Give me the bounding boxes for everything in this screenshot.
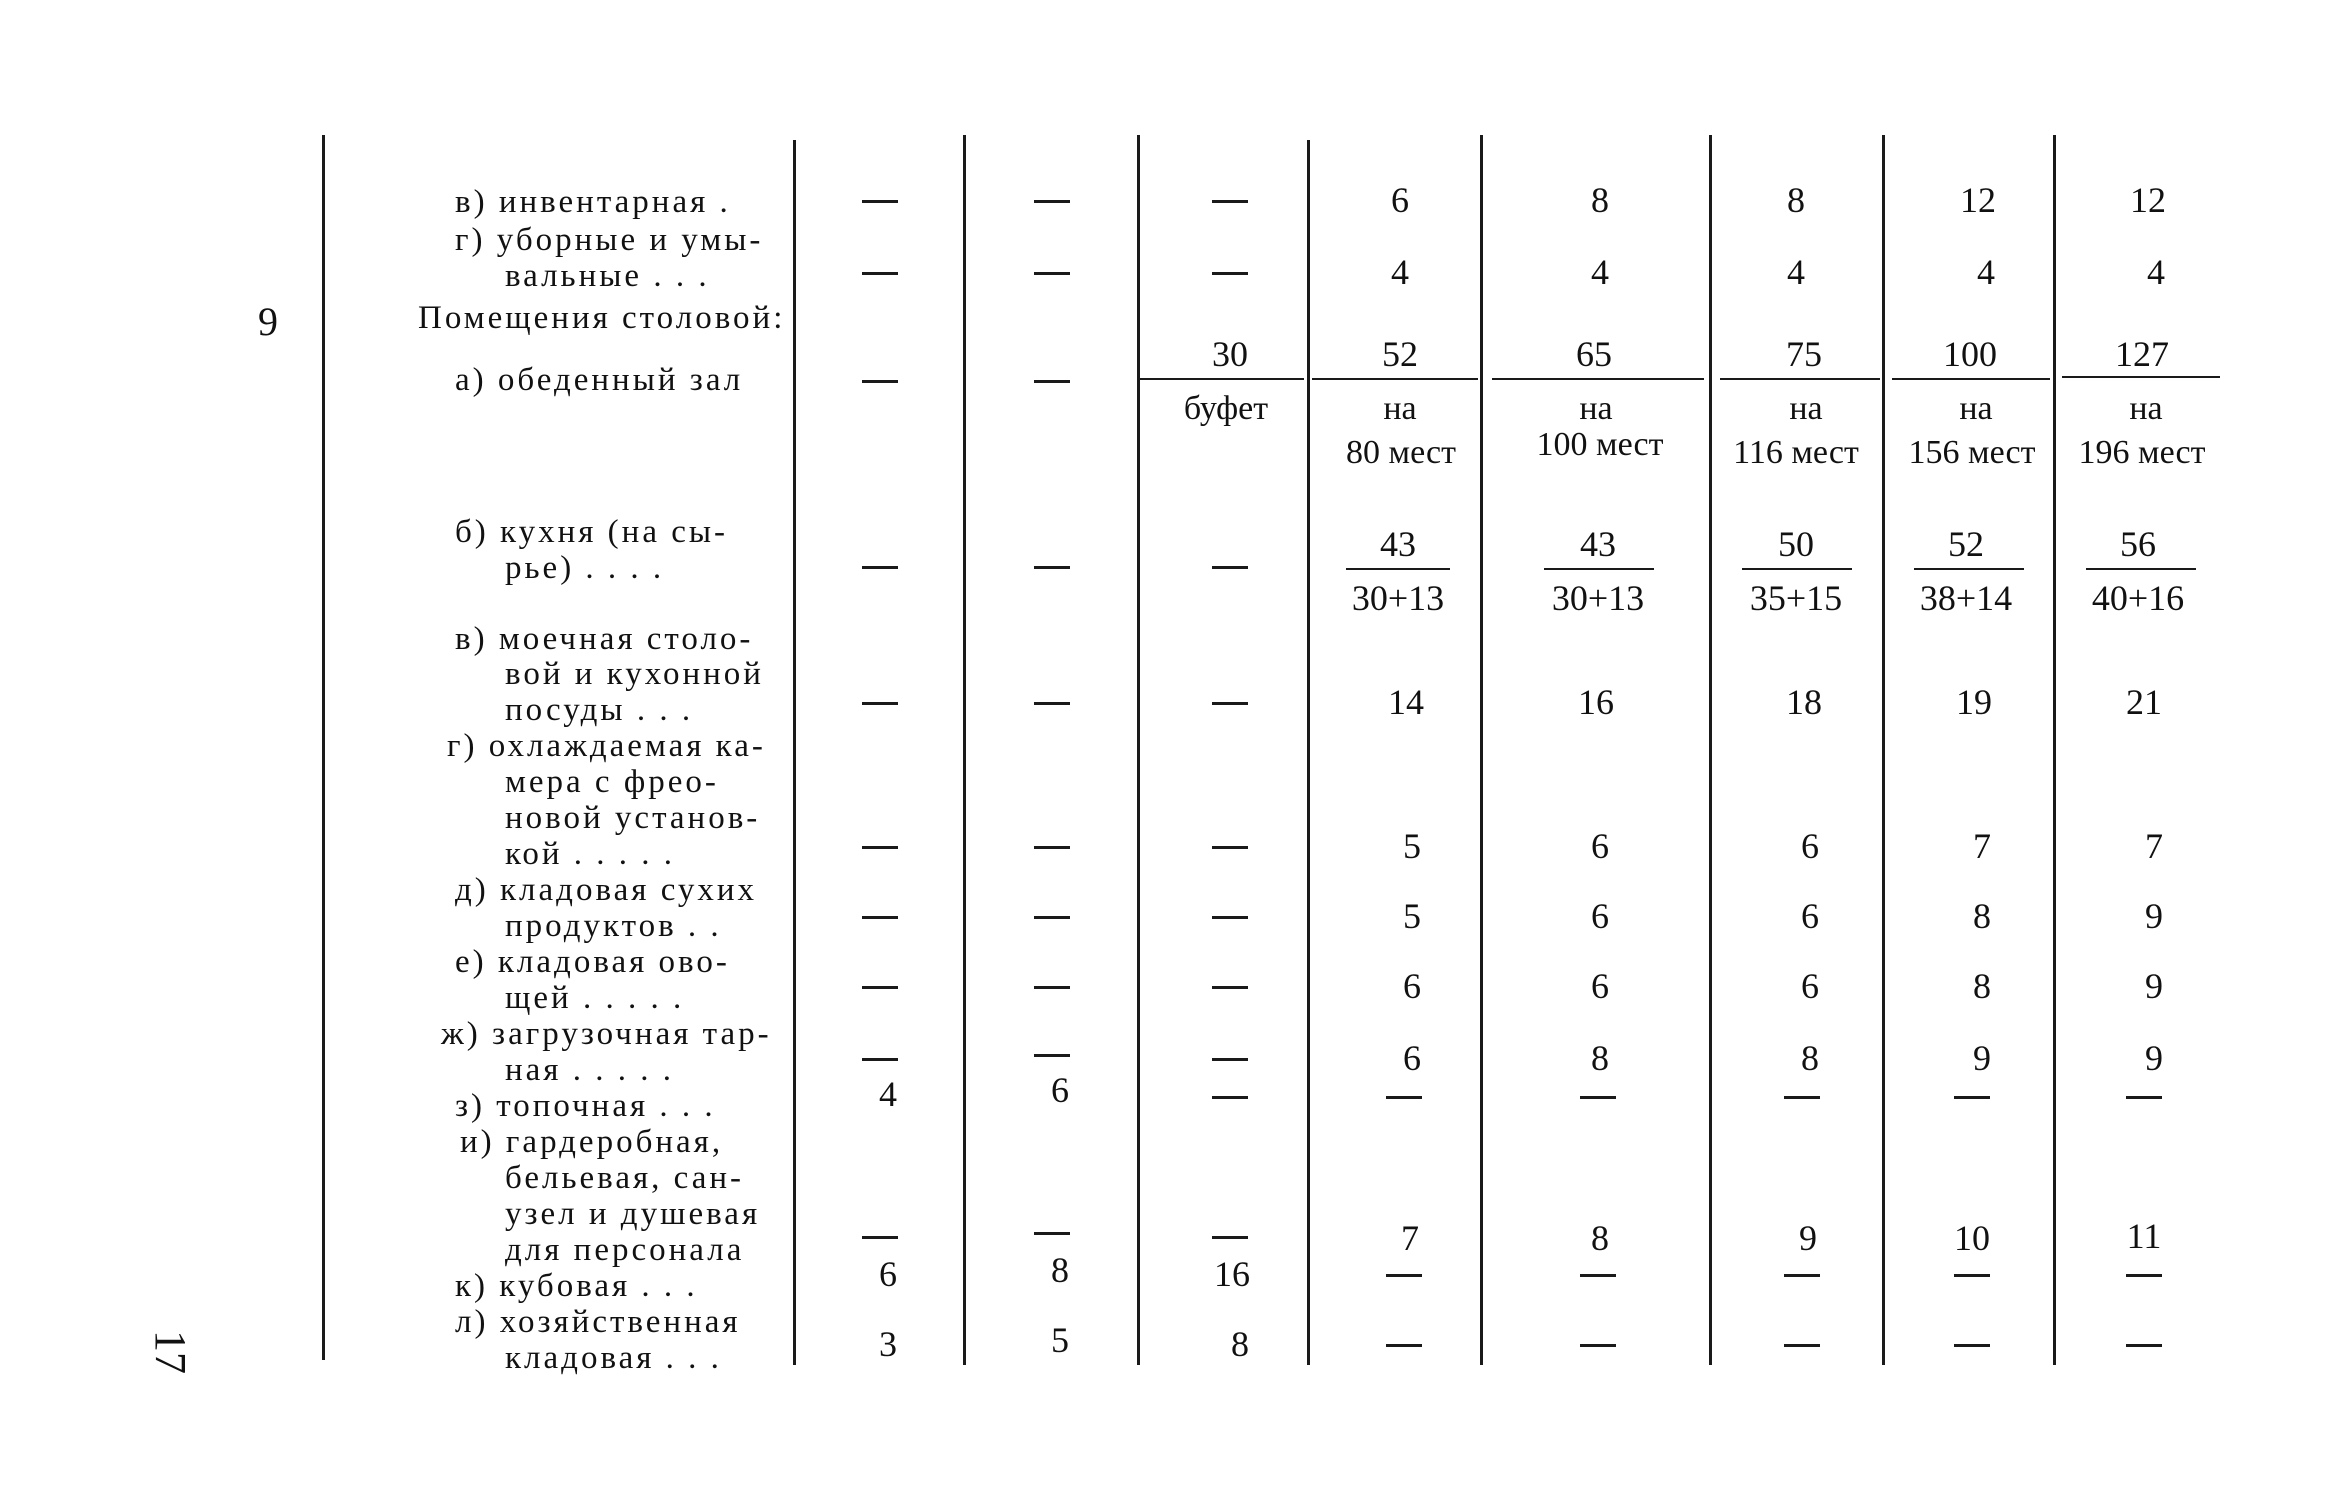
cell-value: 6	[1591, 826, 1609, 866]
cell-value: 11	[2126, 1216, 2162, 1256]
column-rule	[793, 140, 796, 1365]
cell-value: 6	[1591, 896, 1609, 936]
empty-cell-dash	[862, 846, 898, 849]
empty-cell-dash	[2126, 1096, 2162, 1099]
row-label: продуктов . .	[505, 908, 722, 944]
cell-value: 9	[2145, 1038, 2163, 1078]
row-label: посуды . . .	[505, 692, 694, 728]
empty-cell-dash	[1386, 1096, 1422, 1099]
empty-cell-dash	[1034, 986, 1070, 989]
column-rule	[963, 135, 966, 1365]
seat-label: на	[1789, 390, 1823, 427]
cell-value: 8	[1787, 180, 1805, 220]
empty-cell-dash	[1580, 1096, 1616, 1099]
empty-cell-dash	[1954, 1096, 1990, 1099]
row-label: вой и кухонной	[505, 656, 764, 692]
cell-value: 18	[1786, 682, 1822, 722]
cell-value: 6	[1591, 966, 1609, 1006]
empty-cell-dash	[862, 380, 898, 383]
empty-cell-dash	[1784, 1096, 1820, 1099]
cell-value: 8	[1591, 1038, 1609, 1078]
fraction-rule	[2086, 568, 2196, 570]
row-label: узел и душевая	[505, 1196, 761, 1232]
cell-value: 6	[1403, 1038, 1421, 1078]
seat-label: на	[2129, 390, 2163, 427]
empty-cell-dash	[1784, 1344, 1820, 1347]
fraction-rule	[1720, 378, 1880, 380]
cell-value: 56	[2120, 524, 2156, 564]
column-rule	[1480, 135, 1483, 1365]
cell-value: 5	[1403, 896, 1421, 936]
cell-value: 6	[1403, 966, 1421, 1006]
seat-label: 156 мест	[1908, 434, 2036, 471]
empty-cell-dash	[1212, 986, 1248, 989]
cell-value: 7	[1401, 1218, 1419, 1258]
empty-cell-dash	[862, 272, 898, 275]
cell-value: 12	[1960, 180, 1996, 220]
cell-value: 4	[1787, 252, 1805, 292]
empty-cell-dash	[1386, 1344, 1422, 1347]
cell-value: 8	[1591, 180, 1609, 220]
row-label: бельевая, сан-	[505, 1160, 744, 1196]
empty-cell-dash	[1034, 272, 1070, 275]
empty-cell-dash	[1212, 272, 1248, 275]
row-label: г) охлаждаемая ка-	[447, 728, 766, 764]
empty-cell-dash	[2126, 1274, 2162, 1277]
row-label: в) инвентарная .	[455, 184, 731, 220]
cell-value: 8	[1973, 896, 1991, 936]
fraction-rule	[2062, 376, 2220, 378]
empty-cell-dash	[1034, 916, 1070, 919]
seat-label: на	[1959, 390, 1993, 427]
fraction-rule	[1346, 568, 1450, 570]
column-rule	[1709, 135, 1712, 1365]
empty-cell-dash	[862, 916, 898, 919]
cell-value: 7	[1973, 826, 1991, 866]
fraction-rule	[1544, 568, 1654, 570]
cell-denominator: 35+15	[1749, 578, 1843, 618]
empty-cell-dash	[1034, 566, 1070, 569]
cell-denominator: 38+14	[1919, 578, 2013, 618]
row-label: е) кладовая ово-	[455, 944, 730, 980]
column-rule	[1882, 135, 1885, 1365]
cell-value: 21	[2126, 682, 2162, 722]
row-label: д) кладовая сухих	[455, 872, 758, 908]
empty-cell-dash	[862, 200, 898, 203]
cell-denominator: 30+13	[1351, 578, 1445, 618]
cell-value: 9	[2145, 966, 2163, 1006]
fraction-rule	[1140, 378, 1304, 380]
cell-denominator: 30+13	[1551, 578, 1645, 618]
seat-label: 196 мест	[2078, 434, 2206, 471]
row-label: к) кубовая . . .	[455, 1268, 698, 1304]
column-rule	[1137, 135, 1140, 1365]
empty-cell-dash	[1212, 1096, 1248, 1099]
empty-cell-dash	[1580, 1344, 1616, 1347]
buffet-label: буфет	[1183, 390, 1269, 427]
empty-cell-dash	[1034, 702, 1070, 705]
row-label: л) хозяйственная	[455, 1304, 741, 1340]
row-label: рье) . . . .	[505, 550, 665, 586]
row-label: кой . . . . .	[505, 836, 676, 872]
cell-value: 4	[2147, 252, 2165, 292]
cell-value: 16	[1214, 1254, 1250, 1294]
cell-value: 4	[1591, 252, 1609, 292]
cell-value: 6	[1801, 896, 1819, 936]
cell-value: 52	[1382, 334, 1418, 374]
cell-value: 12	[2130, 180, 2166, 220]
cell-value: 16	[1578, 682, 1614, 722]
seat-label: 100 мест	[1536, 426, 1664, 463]
empty-cell-dash	[1212, 916, 1248, 919]
empty-cell-dash	[1212, 702, 1248, 705]
row-label: и) гардеробная,	[460, 1124, 724, 1160]
row-label: новой установ-	[505, 800, 761, 836]
cell-value: 75	[1786, 334, 1822, 374]
empty-cell-dash	[1034, 200, 1070, 203]
row-label: вальные . . .	[505, 258, 710, 294]
fraction-rule	[1492, 378, 1704, 380]
row-label: ная . . . . .	[505, 1052, 674, 1088]
cell-value: 100	[1943, 334, 1997, 374]
empty-cell-dash	[1034, 1054, 1070, 1057]
cell-value: 9	[2145, 896, 2163, 936]
section-title: Помещения столовой:	[418, 300, 786, 336]
cell-value: 19	[1956, 682, 1992, 722]
empty-cell-dash	[1034, 846, 1070, 849]
row-label: б) кухня (на сы-	[455, 514, 729, 550]
row-label: г) уборные и умы-	[455, 222, 764, 258]
cell-value: 6	[1801, 826, 1819, 866]
empty-cell-dash	[1386, 1274, 1422, 1277]
empty-cell-dash	[1212, 200, 1248, 203]
cell-value: 8	[1591, 1218, 1609, 1258]
row-label: кладовая . . .	[505, 1340, 722, 1376]
cell-value: 8	[1973, 966, 1991, 1006]
cell-value: 10	[1954, 1218, 1990, 1258]
empty-cell-dash	[862, 566, 898, 569]
empty-cell-dash	[862, 702, 898, 705]
cell-value: 50	[1778, 524, 1814, 564]
cell-value: 8	[1231, 1324, 1249, 1364]
column-rule	[1307, 140, 1310, 1365]
cell-value: 14	[1388, 682, 1424, 722]
cell-value: 4	[879, 1074, 897, 1114]
table-border-left	[322, 135, 325, 1360]
cell-value: 7	[2145, 826, 2163, 866]
empty-cell-dash	[1212, 1236, 1248, 1239]
empty-cell-dash	[1212, 846, 1248, 849]
column-rule	[2053, 135, 2056, 1365]
cell-value: 9	[1973, 1038, 1991, 1078]
cell-value: 8	[1051, 1250, 1069, 1290]
seat-label: 80 мест	[1346, 434, 1456, 471]
cell-value: 8	[1801, 1038, 1819, 1078]
empty-cell-dash	[1212, 566, 1248, 569]
cell-value: 3	[879, 1324, 897, 1364]
cell-value: 6	[1801, 966, 1819, 1006]
row-label: ж) загрузочная тар-	[441, 1016, 772, 1052]
empty-cell-dash	[862, 1236, 898, 1239]
cell-value: 4	[1391, 252, 1409, 292]
row-label: щей . . . . .	[505, 980, 685, 1016]
cell-value: 6	[1391, 180, 1409, 220]
empty-cell-dash	[862, 1058, 898, 1061]
empty-cell-dash	[862, 986, 898, 989]
page-number: 17	[146, 1330, 195, 1374]
seat-label: на	[1579, 390, 1613, 427]
fraction-rule	[1742, 568, 1852, 570]
row-label: для персонала	[505, 1232, 745, 1268]
row-label: а) обеденный зал	[455, 362, 744, 398]
empty-cell-dash	[1580, 1274, 1616, 1277]
empty-cell-dash	[1784, 1274, 1820, 1277]
row-label: з) топочная . . .	[455, 1088, 716, 1124]
empty-cell-dash	[2126, 1344, 2162, 1347]
cell-value: 43	[1580, 524, 1616, 564]
seat-label: на	[1383, 390, 1417, 427]
cell-value: 6	[879, 1254, 897, 1294]
section-number: 9	[258, 299, 278, 344]
cell-value: 65	[1576, 334, 1612, 374]
cell-value: 6	[1051, 1070, 1069, 1110]
fraction-rule	[1914, 568, 2024, 570]
fraction-rule	[1892, 378, 2050, 380]
cell-value: 127	[2115, 334, 2169, 374]
empty-cell-dash	[1034, 1232, 1070, 1235]
cell-value: 9	[1799, 1218, 1817, 1258]
empty-cell-dash	[1212, 1058, 1248, 1061]
empty-cell-dash	[1954, 1274, 1990, 1277]
empty-cell-dash	[1954, 1344, 1990, 1347]
row-label: мера с фрео-	[505, 764, 719, 800]
cell-value: 43	[1380, 524, 1416, 564]
cell-value: 5	[1403, 826, 1421, 866]
cell-denominator: 40+16	[2091, 578, 2185, 618]
row-label: в) моечная столо-	[455, 621, 754, 657]
cell-value: 52	[1948, 524, 1984, 564]
cell-value: 5	[1051, 1320, 1069, 1360]
empty-cell-dash	[1034, 380, 1070, 383]
seat-label: 116 мест	[1733, 434, 1859, 471]
cell-value: 30	[1212, 334, 1248, 374]
fraction-rule	[1312, 378, 1478, 380]
cell-value: 4	[1977, 252, 1995, 292]
